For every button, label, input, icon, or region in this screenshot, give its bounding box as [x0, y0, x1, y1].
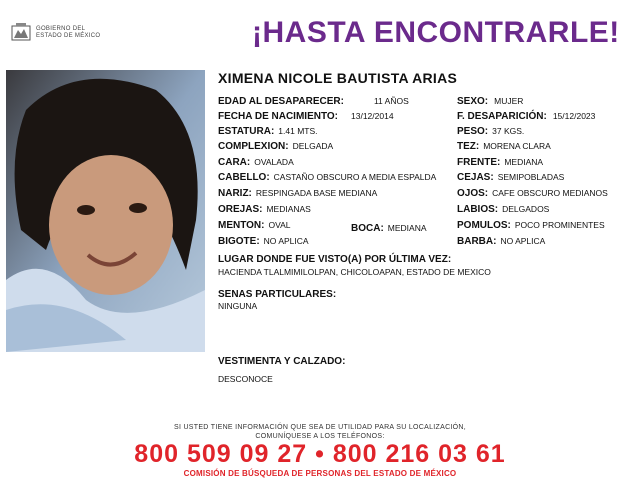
field-complexion [218, 141, 333, 152]
field-value: POCO PROMINENTES [514, 220, 605, 230]
field-value: 15/12/2023 [552, 111, 596, 121]
lugar-value: HACIENDA TLALMIMILOLPAN, CHICOLOAPAN, ESTADO DE MEXICO [218, 267, 491, 277]
field-value: DELGADA [292, 141, 334, 151]
field-nacimiento [218, 111, 394, 122]
field-label: PESO: [457, 126, 489, 137]
lugar-label: LUGAR DONDE FUE VISTO(A) POR ÚLTIMA VEZ: [218, 254, 452, 265]
field-labios [457, 204, 549, 215]
field-label: COMPLEXION: [218, 141, 289, 152]
field-label: MENTON: [218, 220, 265, 231]
missing-person-photo [6, 70, 205, 352]
field-label: SEXO: [457, 96, 489, 107]
field-tez [457, 141, 551, 152]
field-value: SEMIPOBLADAS [497, 172, 565, 182]
field-label: CARA: [218, 157, 251, 168]
field-pomulos [457, 220, 605, 231]
logo-line-2: ESTADO DE MÉXICO [36, 33, 101, 39]
field-label: POMULOS: [457, 220, 511, 231]
field-label: OREJAS: [218, 204, 263, 215]
contact-line-1: SI USTED TIENE INFORMACIÓN QUE SEA DE UTILIDAD PARA SU LOCALIZACIÓN, [173, 424, 467, 431]
field-value: 13/12/2014 [351, 111, 394, 121]
field-label: ESTATURA: [218, 126, 275, 137]
field-cara [218, 157, 294, 168]
field-value: 1.41 MTS. [278, 126, 318, 136]
field-value: MUJER [494, 96, 524, 106]
vestimenta-label: VESTIMENTA Y CALZADO: [218, 356, 346, 367]
field-label: NARIZ: [218, 188, 252, 199]
field-label: CABELLO: [218, 172, 270, 183]
field-value: CAFE OBSCURO MEDIANOS [492, 188, 608, 198]
field-value: 11 AÑOS [373, 96, 409, 106]
person-name: XIMENA NICOLE BAUTISTA ARIAS [218, 70, 458, 86]
commission-name: COMISIÓN DE BÚSQUEDA DE PERSONAS DEL ESTADO DE MÉXICO [183, 469, 457, 478]
field-peso [457, 126, 524, 137]
senas-label: SENAS PARTICULARES: [218, 289, 337, 300]
field-cejas [457, 172, 564, 183]
field-label: OJOS: [457, 188, 489, 199]
field-label: LABIOS: [457, 204, 499, 215]
field-desaparicion [457, 111, 595, 122]
field-cabello [218, 172, 436, 183]
senas-value: NINGUNA [218, 301, 258, 311]
contact-line-2: COMUNÍQUESE A LOS TELÉFONOS: [255, 433, 385, 440]
field-value: MEDIANA [504, 157, 544, 167]
field-boca [351, 223, 427, 234]
field-menton [218, 220, 291, 231]
field-label: FECHA DE NACIMIENTO: [218, 111, 338, 122]
field-frente [457, 157, 543, 168]
field-value: CASTAÑO OBSCURO A MEDIA ESPALDA [273, 172, 437, 182]
field-barba [457, 236, 545, 247]
headline: ¡HASTA ENCONTRARLE! [252, 16, 620, 49]
phone-numbers[interactable]: 800 509 09 27 • 800 216 03 61 [134, 440, 506, 468]
field-value: MORENA CLARA [483, 141, 551, 151]
field-label: BOCA: [351, 223, 384, 234]
field-bigote [218, 236, 309, 247]
field-value: RESPINGADA BASE MEDIANA [255, 188, 378, 198]
field-label: TEZ: [457, 141, 480, 152]
field-nariz [218, 188, 377, 199]
government-logo [10, 22, 100, 44]
field-value: OVALADA [254, 157, 294, 167]
field-label: BARBA: [457, 236, 497, 247]
field-label: CEJAS: [457, 172, 494, 183]
logo-text [36, 26, 100, 40]
field-value: DELGADOS [502, 204, 550, 214]
field-label: EDAD AL DESAPARECER: [218, 96, 344, 107]
field-value: OVAL [268, 220, 291, 230]
field-edad [218, 96, 409, 107]
vestimenta-value: DESCONOCE [218, 374, 273, 384]
field-value: MEDIANAS [266, 204, 311, 214]
field-value: MEDIANA [387, 223, 427, 233]
field-label: F. DESAPARICIÓN: [457, 111, 547, 122]
field-sexo [457, 96, 523, 107]
field-value: NO APLICA [263, 236, 309, 246]
logo-line-1: GOBIERNO DEL [36, 26, 86, 32]
field-estatura [218, 126, 318, 137]
field-value: NO APLICA [500, 236, 546, 246]
state-seal-icon [10, 22, 32, 44]
field-value: 37 KGS. [492, 126, 525, 136]
field-label: BIGOTE: [218, 236, 260, 247]
field-label: FRENTE: [457, 157, 501, 168]
field-ojos [457, 188, 608, 199]
field-orejas [218, 204, 311, 215]
